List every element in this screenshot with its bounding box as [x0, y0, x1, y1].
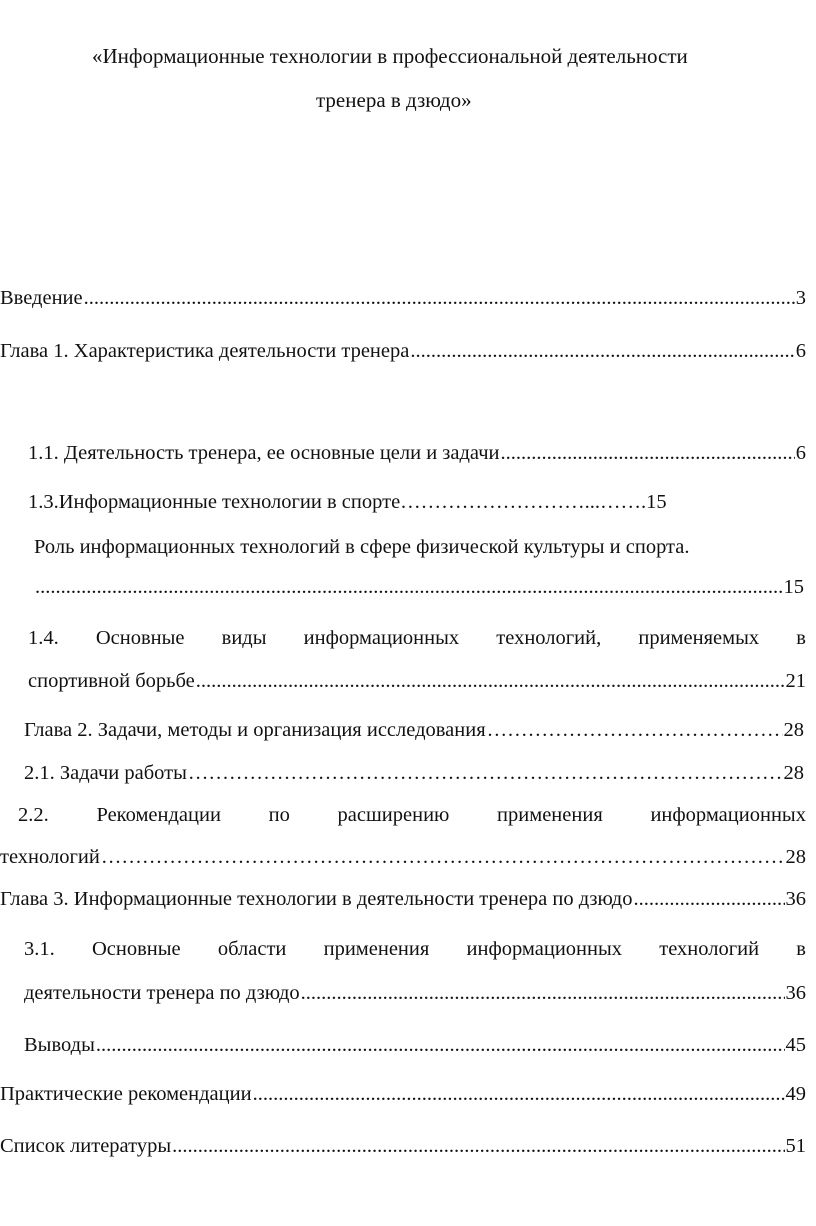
toc-entry-references[interactable]: [0, 1135, 806, 1163]
toc-entry-chapter-1[interactable]: [0, 340, 806, 368]
toc-leader-dots: [35, 576, 783, 599]
toc-word: 3.1.: [24, 938, 55, 960]
toc-leader-dots: [96, 1034, 785, 1057]
toc-entry-role-line-1[interactable]: Роль информационных технологий в сфере физической культуры и спорта.: [34, 536, 690, 558]
toc-word: информационных: [650, 804, 806, 826]
toc-page-number: 6: [795, 442, 806, 464]
toc-entry-practical-recommendations[interactable]: [0, 1083, 806, 1111]
toc-entry-label: спортивной борьбе: [28, 670, 195, 692]
toc-entry-section-2-2-line-1[interactable]: [18, 804, 806, 832]
toc-entry-section-1-4-line-1[interactable]: [28, 627, 806, 655]
toc-leader-ellipsis: [101, 846, 785, 869]
toc-word: области: [217, 938, 287, 960]
toc-word: применения: [323, 938, 430, 960]
toc-leader-dots: [196, 670, 785, 693]
toc-entry-chapter-2[interactable]: [24, 719, 804, 747]
toc-page-number: 36: [785, 888, 806, 910]
toc-entry-chapter-3[interactable]: [0, 888, 806, 916]
toc-word: технологий: [659, 938, 760, 960]
toc-page-number: 28: [783, 719, 804, 741]
toc-entry-label: Глава 3. Информационные технологии в деятельности тренера по дзюдо: [0, 888, 633, 910]
toc-entry-introduction[interactable]: [0, 287, 806, 315]
toc-word: виды: [221, 627, 267, 649]
toc-word: технологий,: [496, 627, 602, 649]
toc-page-number: 3: [795, 287, 806, 309]
toc-word: информационных: [466, 938, 623, 960]
toc-leader-ellipsis: [487, 719, 783, 742]
toc-entry-section-2-1[interactable]: [24, 762, 804, 790]
toc-page-number: 21: [785, 670, 806, 692]
toc-leader-dots: [634, 888, 785, 911]
toc-entry-role-line-2[interactable]: [34, 576, 804, 604]
toc-entry-section-1-3[interactable]: [28, 491, 667, 514]
toc-page-number: 45: [785, 1034, 806, 1056]
document-title-line-2: тренера в дзюдо»: [316, 88, 472, 112]
toc-word: в: [796, 627, 806, 649]
toc-entry-section-3-1-line-2[interactable]: [24, 982, 806, 1010]
toc-entry-section-1-4-line-2[interactable]: [28, 670, 806, 698]
toc-entry-label: Выводы: [24, 1034, 95, 1056]
toc-page-number: 28: [785, 846, 806, 868]
toc-word: Основные: [91, 938, 181, 960]
toc-page-number: 51: [785, 1135, 806, 1157]
toc-entry-label: Глава 1. Характеристика деятельности тренера: [0, 340, 410, 362]
toc-leader-ellipsis: ………………………...…….: [400, 491, 647, 513]
toc-leader-dots: [301, 982, 785, 1005]
toc-entry-section-2-2-line-2[interactable]: [0, 846, 806, 874]
toc-word: в: [796, 938, 806, 960]
toc-leader-dots: [253, 1083, 785, 1106]
toc-entry-label: технологий: [0, 846, 100, 868]
toc-page-number: 36: [785, 982, 806, 1004]
toc-entry-label: деятельности тренера по дзюдо: [24, 982, 300, 1004]
toc-word: применяемых: [638, 627, 760, 649]
toc-entry-label: Глава 2. Задачи, методы и организация исследования: [24, 719, 486, 741]
toc-entry-label: 1.1. Деятельность тренера, ее основные цели и задачи: [28, 442, 500, 464]
toc-entry-section-3-1-line-1[interactable]: [24, 938, 806, 966]
toc-page-number: 28: [783, 762, 804, 784]
toc-leader-ellipsis: [188, 762, 783, 785]
toc-page-number: 15: [783, 576, 804, 598]
toc-entry-label: 1.3.Информационные технологии в спорте: [28, 491, 401, 513]
toc-page-number: 6: [795, 340, 806, 362]
toc-entry-conclusions[interactable]: [24, 1034, 806, 1062]
toc-page-number: 15: [646, 491, 667, 513]
toc-entry-label: Введение: [0, 287, 83, 309]
toc-leader-dots: [410, 340, 794, 363]
toc-page-number: 49: [785, 1083, 806, 1105]
toc-entry-label: Практические рекомендации: [0, 1083, 252, 1105]
toc-entry-label: Список литературы: [0, 1135, 172, 1157]
document-title-line-1: «Информационные технологии в профессиональной деятельности: [92, 44, 688, 68]
toc-word: информационных: [303, 627, 460, 649]
toc-word: Основные: [95, 627, 185, 649]
toc-leader-dots: [501, 442, 795, 465]
toc-entry-label: 2.1. Задачи работы: [24, 762, 187, 784]
toc-word: по: [268, 804, 290, 826]
toc-word: применения: [497, 804, 603, 826]
toc-word: 1.4.: [28, 627, 59, 649]
toc-word: расширению: [337, 804, 450, 826]
toc-leader-dots: [172, 1135, 784, 1158]
toc-word: 2.2.: [18, 804, 49, 826]
toc-leader-dots: [84, 287, 795, 310]
toc-entry-section-1-1[interactable]: [28, 442, 806, 470]
toc-word: Рекомендации: [96, 804, 221, 826]
